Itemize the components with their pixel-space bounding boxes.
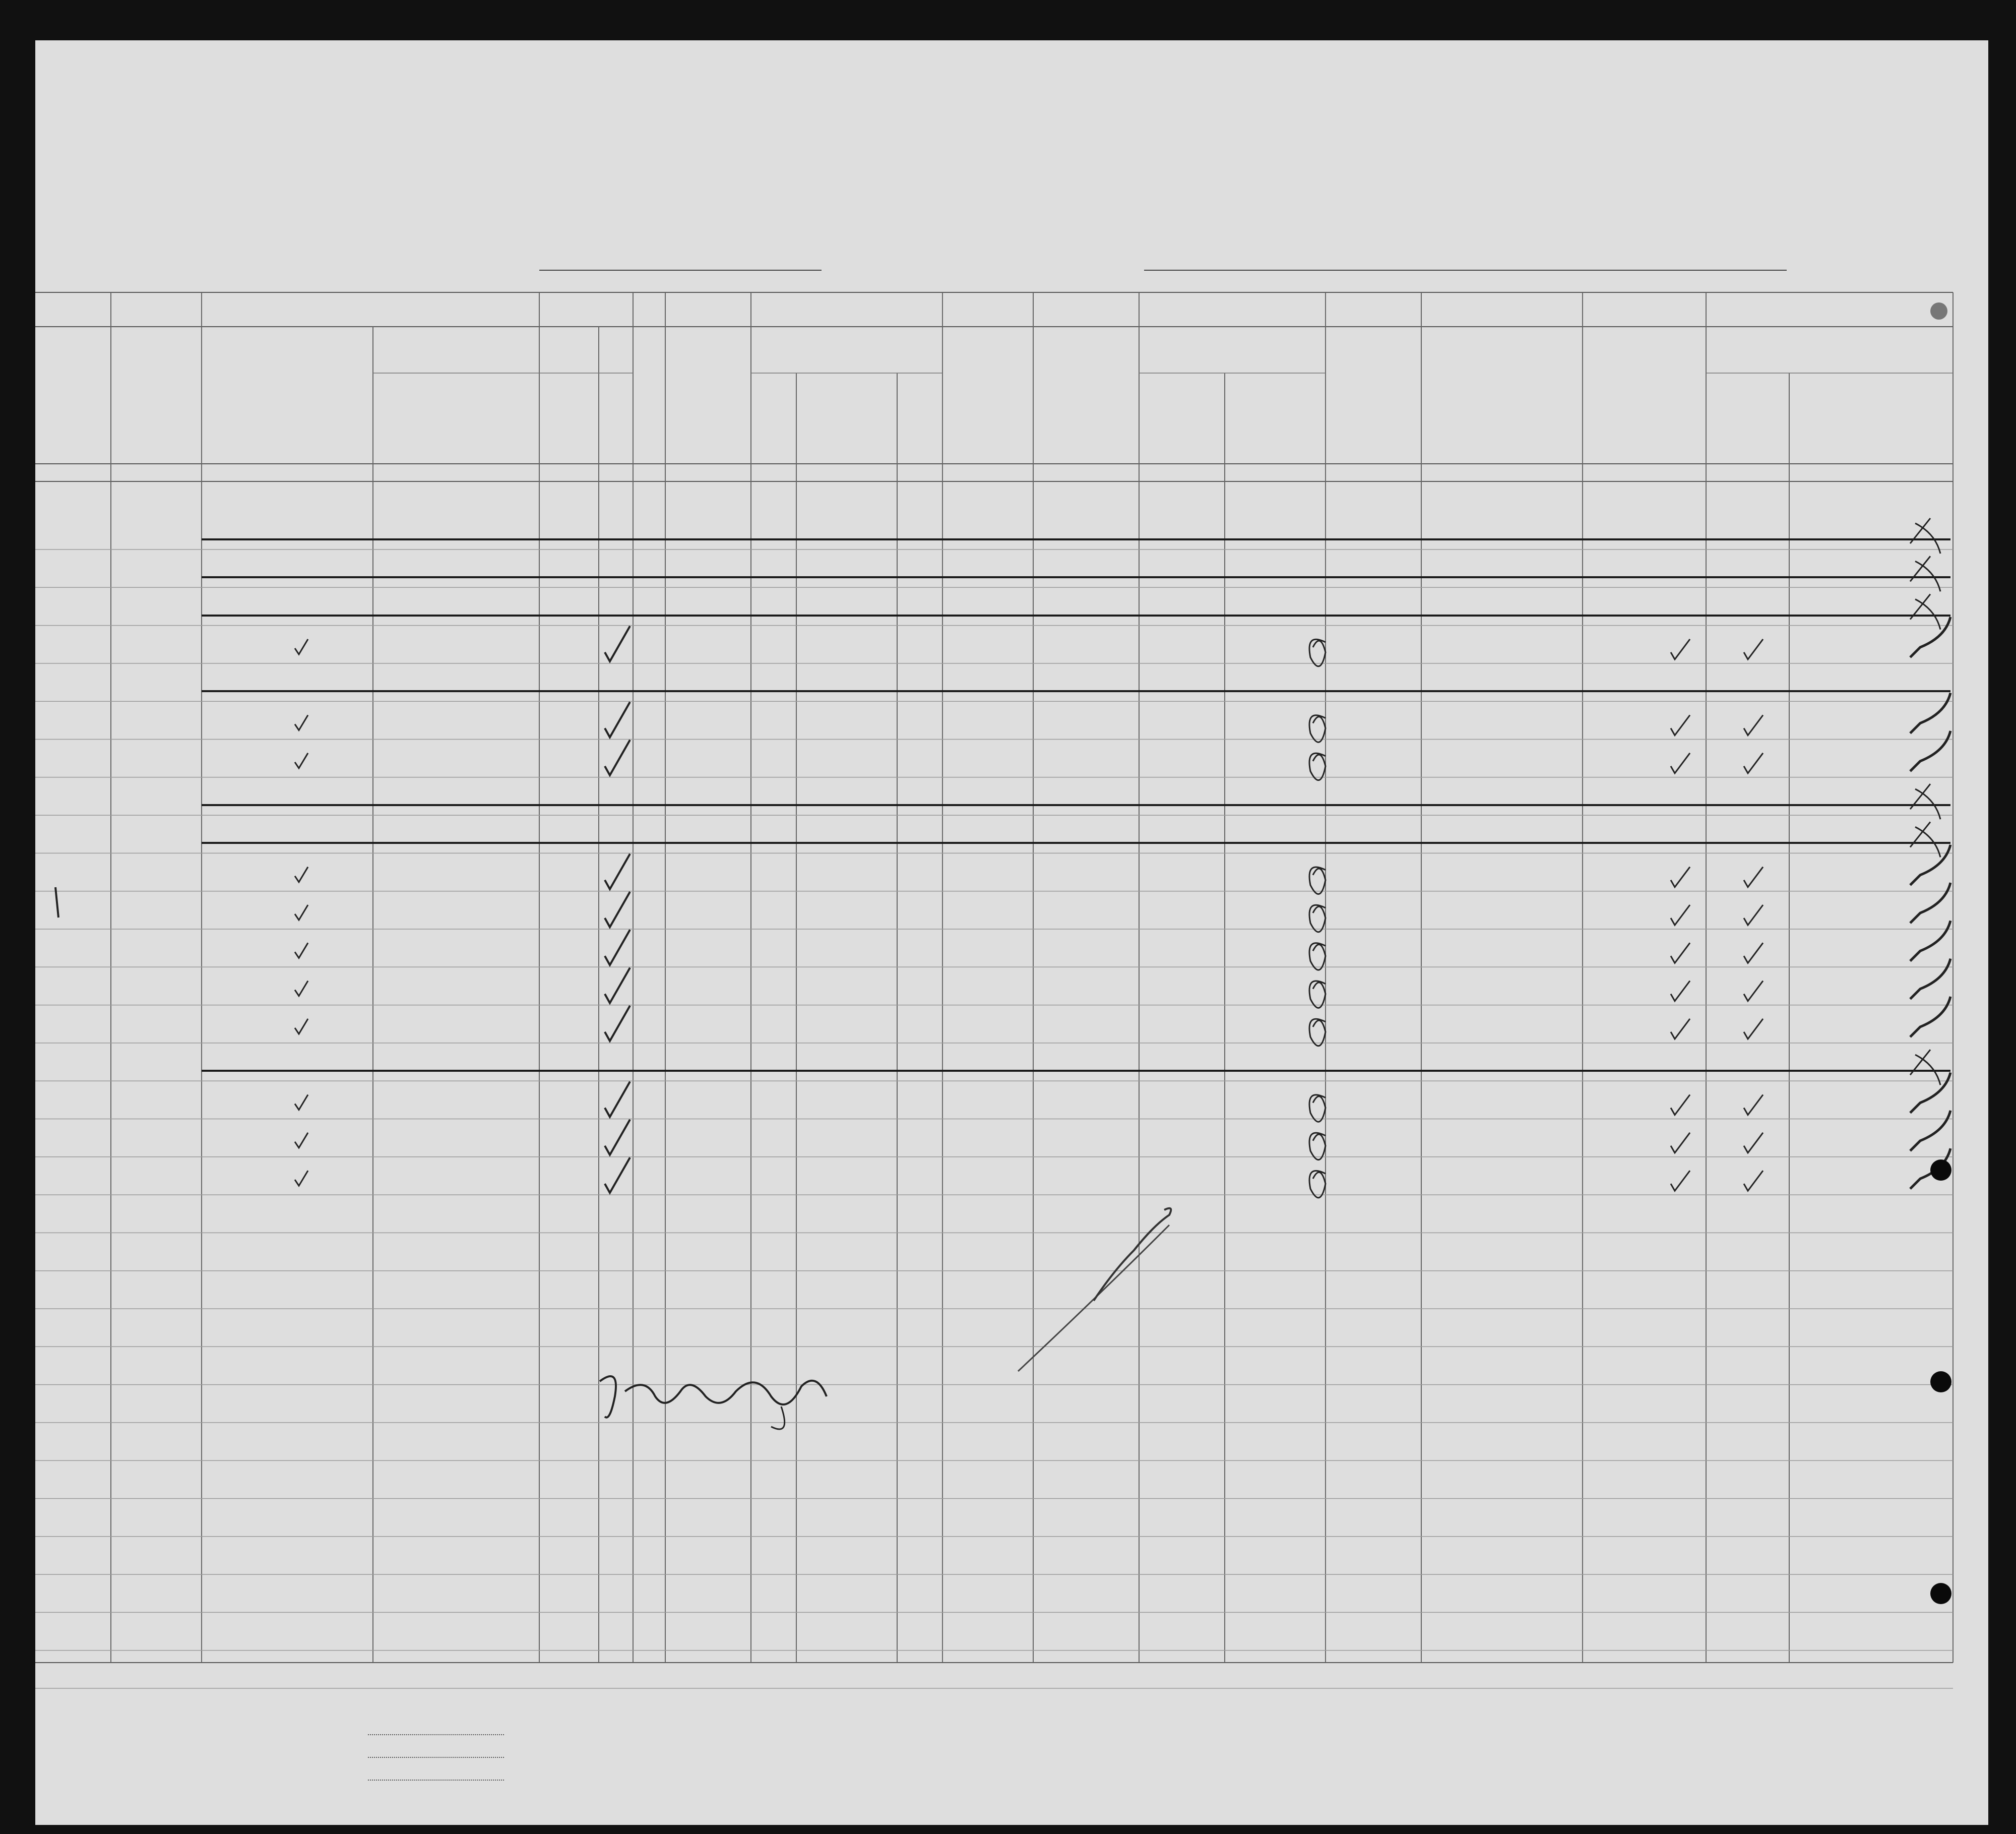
age-checkmark [605, 1157, 630, 1193]
visa-loop-mark [1309, 639, 1326, 666]
aliens-field [368, 1780, 504, 1781]
visa-loop-mark [1309, 943, 1326, 970]
country-checkmark [1744, 867, 1763, 887]
row-checkmark [1910, 693, 1950, 733]
date-checkmark [1671, 1171, 1690, 1191]
visa-loop-mark [1309, 753, 1326, 780]
age-checkmark [605, 968, 630, 1003]
age-checkmark [605, 854, 630, 889]
binder-hole-4 [1930, 302, 1947, 320]
row-checkmark [1910, 731, 1950, 771]
visa-loop-mark [1309, 1171, 1326, 1197]
date-checkmark [1671, 1019, 1690, 1039]
age-checkmark [605, 1082, 630, 1117]
age-checkmark [605, 702, 630, 738]
row-cross-mark [1910, 518, 1940, 554]
row-cross-mark [1910, 822, 1940, 857]
country-checkmark [1744, 943, 1763, 963]
age-checkmark [605, 892, 630, 927]
country-checkmark [1744, 905, 1763, 925]
family-checkmark [295, 943, 308, 958]
age-checkmark [605, 1120, 630, 1155]
visa-loop-mark [1309, 715, 1326, 742]
country-checkmark [1744, 1019, 1763, 1039]
country-checkmark [1744, 1133, 1763, 1153]
total-passengers-field [368, 1734, 504, 1735]
date-checkmark [1671, 639, 1690, 659]
row-checkmark [1910, 1111, 1950, 1151]
row-cross-mark [1910, 556, 1940, 591]
age-checkmark [605, 740, 630, 775]
row-cross-mark [1910, 594, 1940, 630]
date-checkmark [1671, 715, 1690, 736]
row-checkmark [1910, 883, 1950, 923]
family-checkmark [295, 867, 308, 882]
family-checkmark [295, 905, 308, 920]
row-checkmark [1910, 997, 1950, 1037]
row-checkmark [1910, 845, 1950, 885]
family-checkmark [295, 1133, 308, 1148]
binder-hole-3 [1930, 1583, 1951, 1604]
binder-hole-2 [1930, 1371, 1951, 1392]
country-checkmark [1744, 753, 1763, 773]
binder-hole-1 [1930, 1159, 1951, 1181]
family-checkmark [295, 1171, 308, 1186]
date-checkmark [1671, 867, 1690, 887]
family-checkmark [295, 1019, 308, 1034]
visa-loop-mark [1309, 905, 1326, 932]
age-checkmark [605, 1006, 630, 1041]
row-checkmark [1910, 1073, 1950, 1113]
country-checkmark [1744, 639, 1763, 659]
family-checkmark [295, 1095, 308, 1110]
family-checkmark [295, 639, 308, 654]
manifest-sheet [35, 40, 1988, 1825]
row-checkmark [1910, 959, 1950, 999]
row-checkmark [1910, 921, 1950, 961]
country-checkmark [1744, 981, 1763, 1001]
family-checkmark [295, 715, 308, 730]
visa-loop-mark [1309, 1095, 1326, 1122]
date-checkmark [1671, 753, 1690, 773]
family-checkmark [295, 981, 308, 996]
date-checkmark [1671, 943, 1690, 963]
country-checkmark [1744, 1095, 1763, 1115]
age-checkmark [605, 626, 630, 661]
country-checkmark [1744, 1171, 1763, 1191]
us-citizens-field [368, 1757, 504, 1758]
visa-loop-mark [1309, 1133, 1326, 1159]
row-cross-mark [1910, 784, 1940, 819]
visa-loop-mark [1309, 981, 1326, 1008]
margin-tick [55, 887, 58, 918]
date-checkmark [1671, 981, 1690, 1001]
age-checkmark [605, 930, 630, 965]
country-checkmark [1744, 715, 1763, 736]
visa-loop-mark [1309, 867, 1326, 894]
row-cross-mark [1910, 1050, 1940, 1085]
visa-loop-mark [1309, 1019, 1326, 1046]
family-checkmark [295, 753, 308, 768]
date-checkmark [1671, 905, 1690, 925]
handwritten-checkmarks [35, 40, 1988, 1825]
row-checkmark [1910, 617, 1950, 657]
date-checkmark [1671, 1133, 1690, 1153]
date-checkmark [1671, 1095, 1690, 1115]
